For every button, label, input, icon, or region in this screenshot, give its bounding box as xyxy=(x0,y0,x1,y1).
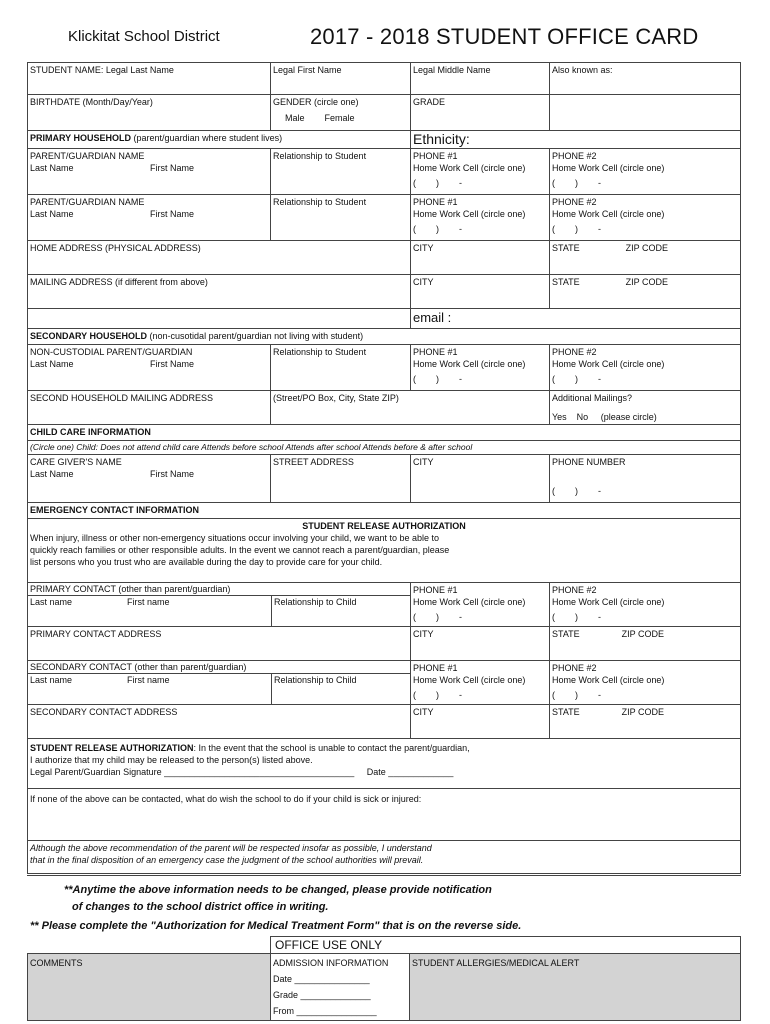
release-instructions xyxy=(28,519,741,583)
none-contacted-field[interactable] xyxy=(28,789,741,841)
primary-contact-phone2-blank: ( ) - xyxy=(552,612,601,622)
primary-contact-address-label: PRIMARY CONTACT ADDRESS xyxy=(30,629,162,639)
admission-grade[interactable]: Grade ______________ xyxy=(273,990,371,1000)
noncustodial-phone2-blank: ( ) - xyxy=(552,374,601,384)
home-city-label: CITY xyxy=(413,243,434,253)
secondary-contact-phone1-blank: ( ) - xyxy=(413,690,462,700)
home-state-zip-field[interactable] xyxy=(550,241,741,275)
legal-middle-name-field[interactable] xyxy=(411,63,550,95)
secondary-household-sub: (non-cusotidal parent/guardian not living with student) xyxy=(149,331,364,341)
home-address-field[interactable] xyxy=(28,241,411,275)
care-street-label: STREET ADDRESS xyxy=(273,457,354,467)
medical-form-note: ** Please complete the "Authorization for Medical Treatment Form" that is on the reverse side. xyxy=(30,920,522,932)
noncustodial-name-field[interactable] xyxy=(28,345,271,391)
noncustodial-phone2-types: Home Work Cell (circle one) xyxy=(552,359,665,369)
guardian1-last-label: Last Name xyxy=(30,163,74,173)
primary-contact-state-zip-field[interactable] xyxy=(550,627,741,661)
primary-contact-last-label: Last name xyxy=(30,597,73,607)
primary-contact-phone1-types: Home Work Cell (circle one) xyxy=(413,597,526,607)
care-city-label: CITY xyxy=(413,457,434,467)
legal-first-name-label: Legal First Name xyxy=(273,65,342,75)
mailing-address-label: MAILING ADDRESS (if different from above) xyxy=(30,277,208,287)
disclaimer-block xyxy=(28,841,741,875)
guardian2-name-field[interactable] xyxy=(28,195,271,241)
primary-contact-phone1-label: PHONE #1 xyxy=(413,585,458,595)
authorization-heading: STUDENT RELEASE AUTHORIZATION xyxy=(30,743,194,753)
admission-from[interactable]: From ________________ xyxy=(273,1006,377,1016)
care-city-field[interactable] xyxy=(411,455,550,503)
additional-mailings-options: Yes No (please circle) xyxy=(552,412,657,422)
guardian2-phone2-field[interactable] xyxy=(550,195,741,241)
disclaimer-text-1: Although the above recommendation of the parent will be respected insofar as possible, I understand xyxy=(30,843,432,853)
noncustodial-first-label: First Name xyxy=(150,359,195,369)
primary-contact-zip-label: ZIP CODE xyxy=(621,629,665,639)
allergies-label: STUDENT ALLERGIES/MEDICAL ALERT xyxy=(412,958,580,968)
admission-label: ADMISSION INFORMATION xyxy=(273,958,389,968)
primary-contact-phone2-field[interactable] xyxy=(550,583,741,627)
mailing-state-zip-field[interactable] xyxy=(550,275,741,309)
home-state-label: STATE xyxy=(552,243,580,253)
additional-mailings-label: Additional Mailings? xyxy=(552,393,633,403)
second-mailing-street-field[interactable] xyxy=(271,391,550,425)
district-name: Klickitat School District xyxy=(68,28,220,45)
change-note-2: of changes to the school district office in writing. xyxy=(72,901,329,913)
gender-options: Male Female xyxy=(285,113,355,123)
guardian1-phone1-field[interactable] xyxy=(411,149,550,195)
none-contacted-label: If none of the above can be contacted, what do wish the school to do if your child is sick or injured: xyxy=(30,794,422,804)
guardian1-phone1-types: Home Work Cell (circle one) xyxy=(413,163,526,173)
guardian2-last-label: Last Name xyxy=(30,209,74,219)
grade-field[interactable] xyxy=(411,95,550,131)
admission-date[interactable]: Date _______________ xyxy=(273,974,370,984)
secondary-contact-zip-label: ZIP CODE xyxy=(621,707,665,717)
secondary-contact-phone1-field[interactable] xyxy=(411,661,550,705)
care-giver-field[interactable] xyxy=(28,455,271,503)
secondary-household-title: SECONDARY HOUSEHOLD xyxy=(30,331,148,341)
primary-contact-phone1-blank: ( ) - xyxy=(413,612,462,622)
comments-field[interactable] xyxy=(28,954,271,1021)
form-title: 2017 - 2018 STUDENT OFFICE CARD xyxy=(310,24,699,49)
guardian1-phone2-blank: ( ) - xyxy=(552,178,601,188)
mailing-city-label: CITY xyxy=(413,277,434,287)
ethnicity-label: Ethnicity: xyxy=(413,131,470,147)
noncustodial-phone2-field[interactable] xyxy=(550,345,741,391)
birthdate-field[interactable] xyxy=(28,95,271,131)
secondary-contact-phone2-types: Home Work Cell (circle one) xyxy=(552,675,665,685)
student-form xyxy=(27,62,741,876)
authorization-text-1: : In the event that the school is unable to contact the parent/guardian, xyxy=(193,743,470,753)
secondary-contact-phone2-field[interactable] xyxy=(550,661,741,705)
allergies-field[interactable] xyxy=(410,954,741,1021)
mailing-city-field[interactable] xyxy=(411,275,550,309)
primary-contact-address-field[interactable] xyxy=(28,627,411,661)
child-care-heading: CHILD CARE INFORMATION xyxy=(28,425,741,441)
child-care-options[interactable]: (Circle one) Child: Does not attend child care Attends before school Attends after school Attends before & after school xyxy=(28,441,741,455)
primary-contact-relationship: Relationship to Child xyxy=(274,597,357,607)
primary-contact-city-label: CITY xyxy=(413,629,434,639)
guardian1-label: PARENT/GUARDIAN NAME xyxy=(30,151,145,161)
grade-label: GRADE xyxy=(413,97,446,107)
legal-first-name-field[interactable] xyxy=(271,63,411,95)
comments-label: COMMENTS xyxy=(30,958,83,968)
legal-last-name-label: STUDENT NAME: Legal Last Name xyxy=(30,65,174,75)
guardian2-relationship-label: Relationship to Student xyxy=(273,197,367,207)
grade-extra-field[interactable] xyxy=(550,95,741,131)
guardian2-phone1-field[interactable] xyxy=(411,195,550,241)
secondary-contact-phone1-types: Home Work Cell (circle one) xyxy=(413,675,526,685)
primary-household-heading xyxy=(28,131,411,149)
care-phone-field[interactable] xyxy=(550,455,741,503)
change-note-1: **Anytime the above information needs to be changed, please provide notification xyxy=(64,884,492,896)
guardian2-phone2-blank: ( ) - xyxy=(552,224,601,234)
primary-contact-phone2-label: PHONE #2 xyxy=(552,585,597,595)
secondary-contact-phone1-label: PHONE #1 xyxy=(413,663,458,673)
secondary-contact-phone2-blank: ( ) - xyxy=(552,690,601,700)
authorization-text-2: I authorize that my child may be released to the person(s) listed above. xyxy=(30,755,313,765)
ethnicity-field[interactable] xyxy=(411,131,741,149)
guardian1-phone1-blank: ( ) - xyxy=(413,178,462,188)
email-label: email : xyxy=(413,310,452,325)
admission-field[interactable] xyxy=(271,954,410,1021)
guardian2-phone2-types: Home Work Cell (circle one) xyxy=(552,209,665,219)
noncustodial-label: NON-CUSTODIAL PARENT/GUARDIAN xyxy=(30,347,193,357)
emergency-heading: EMERGENCY CONTACT INFORMATION xyxy=(28,503,741,519)
secondary-contact-city-field[interactable] xyxy=(411,705,550,739)
guardian1-relationship-field[interactable] xyxy=(271,149,411,195)
guardian1-phone2-label: PHONE #2 xyxy=(552,151,597,161)
release-text-2: quickly reach families or other responsible adults. In the event we cannot reach a parent/guardian, please xyxy=(30,545,450,555)
mailing-state-label: STATE xyxy=(552,277,580,287)
primary-contact-phone2-types: Home Work Cell (circle one) xyxy=(552,597,665,607)
secondary-contact-phone2-label: PHONE #2 xyxy=(552,663,597,673)
additional-mailings-field[interactable] xyxy=(550,391,741,425)
gender-field[interactable] xyxy=(271,95,411,131)
office-use-heading: OFFICE USE ONLY xyxy=(271,937,741,954)
legal-last-name-field[interactable] xyxy=(28,63,271,95)
second-mailing-street-hint: (Street/PO Box, City, State ZIP) xyxy=(273,393,399,403)
secondary-contact-state-zip-field[interactable] xyxy=(550,705,741,739)
care-phone-blank: ( ) - xyxy=(552,486,601,496)
primary-contact-field[interactable] xyxy=(28,583,411,627)
release-text-1: When injury, illness or other non-emergency situations occur involving your child, we want to be able to xyxy=(30,533,440,543)
guardian2-label: PARENT/GUARDIAN NAME xyxy=(30,197,145,207)
aka-label: Also known as: xyxy=(552,65,613,75)
secondary-contact-field[interactable] xyxy=(28,661,411,705)
noncustodial-last-label: Last Name xyxy=(30,359,74,369)
disclaimer-text-2: that in the final disposition of an emergency case the judgment of the school authorities will prevail. xyxy=(30,855,424,865)
noncustodial-phone1-types: Home Work Cell (circle one) xyxy=(413,359,526,369)
primary-contact-phone1-field[interactable] xyxy=(411,583,550,627)
noncustodial-phone2-label: PHONE #2 xyxy=(552,347,597,357)
care-giver-first-label: First Name xyxy=(150,469,195,479)
secondary-contact-first-label: First name xyxy=(127,675,170,685)
release-heading: STUDENT RELEASE AUTHORIZATION xyxy=(302,521,466,531)
guardian1-phone2-types: Home Work Cell (circle one) xyxy=(552,163,665,173)
guardian2-first-label: First Name xyxy=(150,209,195,219)
care-street-field[interactable] xyxy=(271,455,411,503)
second-mailing-field[interactable] xyxy=(28,391,271,425)
guardian1-relationship-label: Relationship to Student xyxy=(273,151,367,161)
office-blank xyxy=(28,937,271,954)
authorization-block xyxy=(28,739,741,789)
primary-contact-state-label: STATE xyxy=(552,629,580,639)
noncustodial-phone1-blank: ( ) - xyxy=(413,374,462,384)
home-city-field[interactable] xyxy=(411,241,550,275)
aka-field[interactable] xyxy=(550,63,741,95)
signature-line[interactable]: Legal Parent/Guardian Signature ______________________________________ Date _____________ xyxy=(30,767,454,777)
guardian1-first-label: First Name xyxy=(150,163,195,173)
home-zip-label: ZIP CODE xyxy=(625,243,669,253)
mailing-address-field[interactable] xyxy=(28,275,411,309)
guardian1-phone1-label: PHONE #1 xyxy=(413,151,458,161)
guardian2-phone1-label: PHONE #1 xyxy=(413,197,458,207)
guardian2-phone1-types: Home Work Cell (circle one) xyxy=(413,209,526,219)
noncustodial-relationship-field[interactable] xyxy=(271,345,411,391)
guardian1-phone2-field[interactable] xyxy=(550,149,741,195)
primary-contact-label: PRIMARY CONTACT (other than parent/guardian) xyxy=(28,583,410,596)
secondary-contact-state-label: STATE xyxy=(552,707,580,717)
care-giver-last-label: Last Name xyxy=(30,469,74,479)
guardian2-relationship-field[interactable] xyxy=(271,195,411,241)
email-field[interactable] xyxy=(411,309,741,329)
guardian2-phone2-label: PHONE #2 xyxy=(552,197,597,207)
secondary-contact-address-label: SECONDARY CONTACT ADDRESS xyxy=(30,707,178,717)
care-giver-label: CARE GIVER'S NAME xyxy=(30,457,122,467)
noncustodial-phone1-field[interactable] xyxy=(411,345,550,391)
primary-contact-first-label: First name xyxy=(127,597,170,607)
noncustodial-phone1-label: PHONE #1 xyxy=(413,347,458,357)
noncustodial-relationship-label: Relationship to Student xyxy=(273,347,367,357)
secondary-household-heading xyxy=(28,329,741,345)
office-use-table xyxy=(27,936,741,1021)
secondary-contact-address-field[interactable] xyxy=(28,705,411,739)
primary-household-sub: (parent/guardian where student lives) xyxy=(133,133,283,143)
secondary-contact-relationship: Relationship to Child xyxy=(274,675,357,685)
primary-household-title: PRIMARY HOUSEHOLD xyxy=(30,133,132,143)
gender-label: GENDER (circle one) xyxy=(273,97,359,107)
legal-middle-name-label: Legal Middle Name xyxy=(413,65,491,75)
home-address-label: HOME ADDRESS (PHYSICAL ADDRESS) xyxy=(30,243,201,253)
care-phone-label: PHONE NUMBER xyxy=(552,457,626,467)
email-blank xyxy=(28,309,411,329)
secondary-contact-city-label: CITY xyxy=(413,707,434,717)
guardian1-name-field[interactable] xyxy=(28,149,271,195)
release-text-3: list persons who you trust who are available during the day to provide care for your child. xyxy=(30,557,383,567)
mailing-zip-label: ZIP CODE xyxy=(625,277,669,287)
primary-contact-city-field[interactable] xyxy=(411,627,550,661)
birthdate-label: BIRTHDATE (Month/Day/Year) xyxy=(30,97,153,107)
guardian2-phone1-blank: ( ) - xyxy=(413,224,462,234)
second-mailing-label: SECOND HOUSEHOLD MAILING ADDRESS xyxy=(30,393,214,403)
secondary-contact-last-label: Last name xyxy=(30,675,73,685)
secondary-contact-label: SECONDARY CONTACT (other than parent/guardian) xyxy=(28,661,410,674)
